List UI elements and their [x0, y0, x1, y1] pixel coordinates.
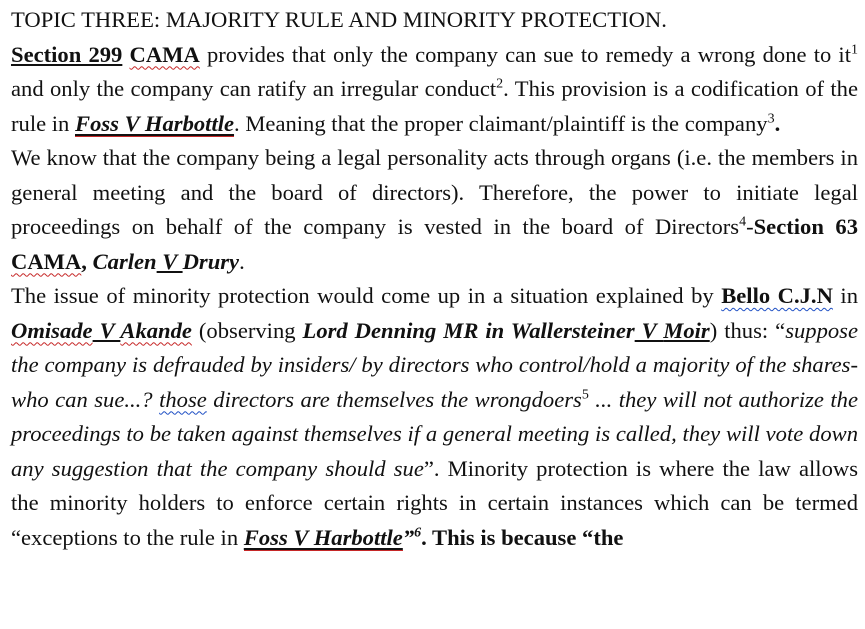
text: . This provision is a codification of the rule in [11, 76, 858, 136]
statute-section-63: Section 63 [753, 214, 858, 239]
case-drury: Drury [182, 248, 240, 274]
case-moir: Moir [663, 317, 710, 343]
quotation: ... they will not authorize the proceedings to be taken against themselves if a general meeting is called, they will vote down any suggestion that the company should sue [11, 386, 858, 481]
case-foss-v-harbottle: Foss V Harbottle [75, 110, 235, 136]
paragraph-section-299 [11, 38, 858, 142]
text: - [746, 214, 754, 239]
case-akande: Akande [120, 317, 192, 343]
text: ” [402, 524, 415, 550]
text: ”. Minority protection is where the law allows the minority holders to enforce certain rights in certain instances which can be termed “exceptions to the rule in [11, 455, 858, 550]
text: , [81, 248, 87, 274]
case-versus: V [156, 248, 183, 274]
text: . This is because “the [421, 524, 624, 550]
footnote-ref-5[interactable]: 5 [581, 386, 589, 402]
footnote-ref-6[interactable]: 6 [414, 524, 422, 540]
text: . [239, 248, 245, 274]
judge-bello-cjn: Bello C.J.N [721, 283, 833, 308]
paragraph-minority-protection [11, 279, 858, 555]
footnote-ref-4[interactable]: 4 [739, 214, 747, 230]
text: . Meaning that the proper claimant/plaintiff is the company [234, 110, 768, 136]
case-carlen: Carlen [86, 248, 157, 274]
text: and only the company can ratify an irregular conduct [11, 76, 497, 101]
footnote-ref-3[interactable]: 3 [767, 110, 775, 126]
document-body [11, 3, 858, 555]
text: in [832, 283, 858, 308]
paragraph-organs [11, 141, 858, 279]
case-versus: V [634, 317, 664, 343]
text: . [774, 110, 781, 136]
lord-denning-wallersteiner: Lord Denning MR in Wallersteiner [302, 317, 635, 343]
statute-cama: CAMA [129, 41, 200, 67]
footnote-ref-2[interactable]: 2 [496, 76, 504, 92]
case-omisade: Omisade [11, 317, 93, 343]
case-versus: V [92, 317, 121, 343]
text: We know that the company being a legal personality acts through organs (i.e. the members in general meeting and the board of directors). Therefore, the power to initiate legal proceedings on behalf of the company is vested in the board of Directors [11, 145, 858, 239]
footnote-ref-1[interactable]: 1 [851, 41, 858, 57]
statute-section-299: Section 299 [11, 41, 123, 67]
quotation-those: those [159, 386, 207, 412]
page-title: TOPIC THREE: MAJORITY RULE AND MINORITY PROTECTION. [11, 7, 667, 32]
text: The issue of minority protection would come up in a situation explained by [11, 283, 722, 308]
statute-cama: CAMA [11, 248, 82, 274]
case-foss-v-harbottle: Foss V Harbottle [243, 524, 403, 550]
quotation: suppose the company is defrauded by insiders/ by directors who control/hold a majority of the shares-who can sue...? [11, 317, 858, 412]
text: provides that only the company can sue to remedy a wrong done to it [199, 41, 851, 67]
text: ) thus: “ [709, 317, 786, 343]
text: (observing [191, 317, 303, 343]
quotation: directors are themselves the wrongdoers [206, 386, 582, 412]
